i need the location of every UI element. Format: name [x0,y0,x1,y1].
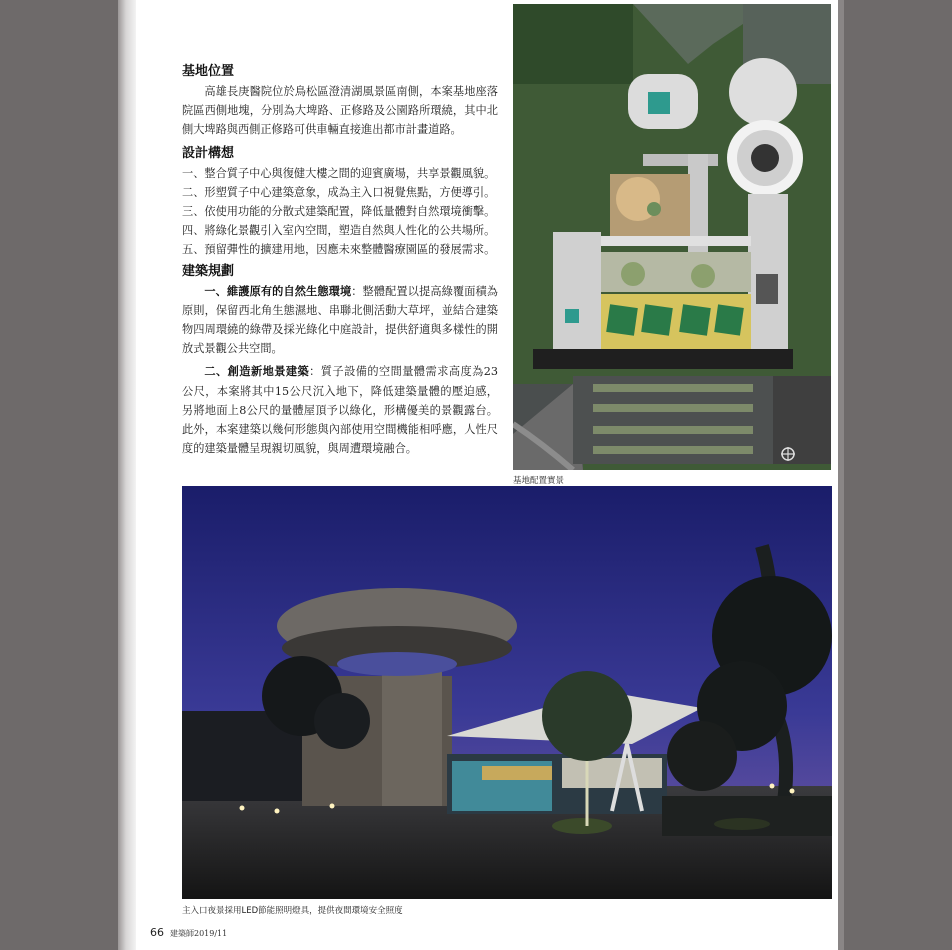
section-title-planning: 建築規劃 [182,263,235,279]
planning-paragraph-2 [182,362,498,458]
section-title-concept: 設計構想 [182,145,235,161]
page-edge-shadow [838,0,844,950]
aerial-site-photo [513,4,831,470]
planning-lead-1: 一、維護原有的自然生態環境 [204,284,352,298]
aerial-caption: 基地配置實景 [513,476,565,486]
planning-body-2: ：質子設備的空間量體需求高度為23公尺，本案將其中15公尺沉入地下，降低建築量體的壓迫感，另將地面上8公尺的量體屋頂予以綠化，形構優美的景觀露台。此外，本案建築以幾何形態與內部使用空間機能相呼應，人性尺度的建築量體呈現親切風貌，與周遭環境融合。 [182,365,498,456]
magazine-issue: 建築師2019/11 [170,929,228,938]
concept-item-5: 五、預留彈性的擴建用地，因應未來整體醫療園區的發展需求。 [182,243,496,257]
planning-lead-2: 二、創造新地景建築 [204,365,310,379]
concept-item-4: 四、將綠化景觀引入室內空間，塑造自然與人性化的公共場所。 [182,224,496,238]
concept-item-1: 一、整合質子中心與復健大樓之間的迎賓廣場，共享景觀風貌。 [182,166,496,180]
page-number: 66 [150,926,164,939]
page-binding [118,0,136,950]
night-caption: 主入口夜景採用LED節能照明燈具，提供夜間環境安全照度 [182,906,403,916]
magazine-page [118,0,838,950]
planning-paragraph-1 [182,282,498,359]
concept-item-2: 二、形塑質子中心建築意象，成為主入口視覺焦點，方便導引。 [182,185,496,199]
section-title-site: 基地位置 [182,64,235,79]
text-column [182,62,498,462]
concept-item-3: 三、依使用功能的分散式建築配置，降低量體對自然環境衝擊。 [182,205,496,219]
aerial-photo-illustration [513,4,831,470]
planning-body-1: ：整體配置以提高綠覆面積為原則，保留西北角生態濕地、串聯北側活動大草坪，並結合建築物四周環繞的綠帶及採光綠化中庭設計，提供舒適與多樣性的開放式景觀公共空間。 [182,284,498,356]
site-paragraph: 高雄長庚醫院位於鳥松區澄清湖風景區南側，本案基地座落院區西側地塊，分別為大埤路、正修路及公園路所環繞，其中北側大埤路與西側正修路可供車輛直接進出都市計畫道路。 [182,85,498,137]
night-entrance-photo [182,486,832,899]
night-photo-illustration [182,486,832,899]
